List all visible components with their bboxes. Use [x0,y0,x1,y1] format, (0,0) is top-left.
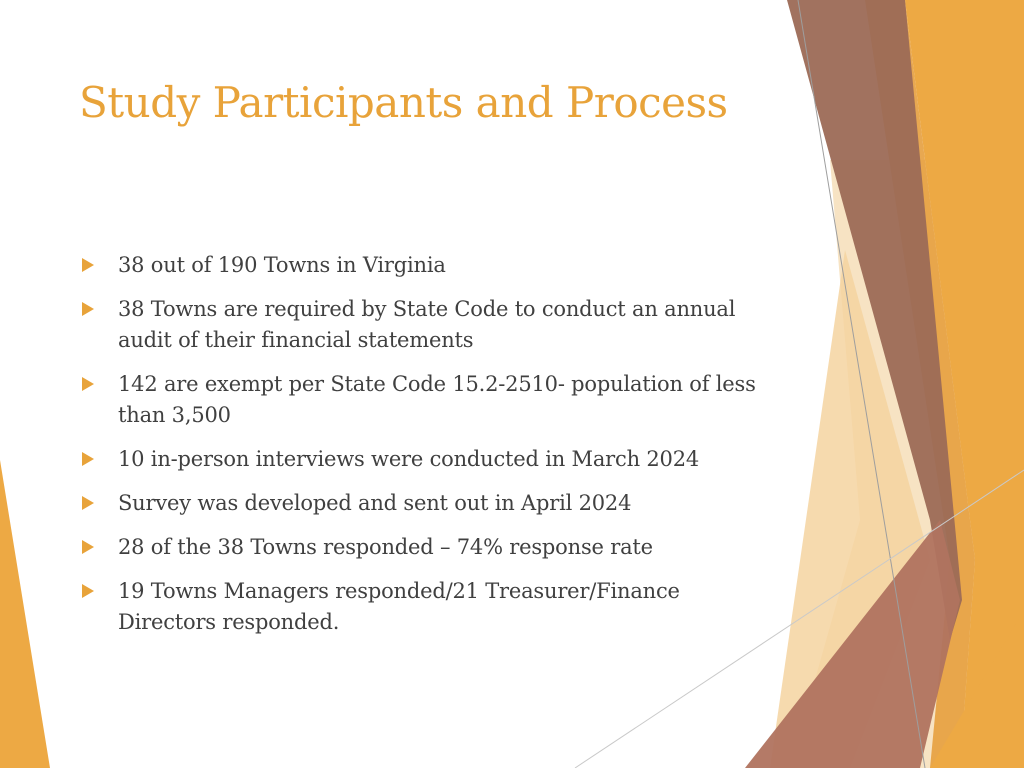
bullet-text: 38 out of 190 Towns in Virginia [118,253,446,277]
bullet-text: 10 in-person interviews were conducted in March 2024 [118,447,700,471]
bullet-item [80,369,760,431]
bullet-list [80,250,760,651]
bullet-item [80,488,760,519]
bullet-text: 38 Towns are required by State Code to conduct an annual audit of their financial statements [118,297,736,352]
bullet-triangle-icon [82,377,94,391]
bullet-triangle-icon [82,496,94,510]
bullet-text: 142 are exempt per State Code 15.2-2510- population of less than 3,500 [118,372,756,427]
slide-title: Study Participants and Process [79,78,728,127]
bullet-item [80,294,760,356]
bullet-triangle-icon [82,302,94,316]
bullet-text: Survey was developed and sent out in April 2024 [118,491,632,515]
bullet-text: 28 of the 38 Towns responded – 74% response rate [118,535,653,559]
bullet-item [80,444,760,475]
bullet-item [80,576,760,638]
bullet-triangle-icon [82,258,94,272]
bullet-text: 19 Towns Managers responded/21 Treasurer/Finance Directors responded. [118,579,680,634]
bullet-triangle-icon [82,452,94,466]
bullet-item [80,532,760,563]
bullet-triangle-icon [82,540,94,554]
bullet-triangle-icon [82,584,94,598]
bullet-item [80,250,760,281]
left-orange-shape [0,460,50,768]
